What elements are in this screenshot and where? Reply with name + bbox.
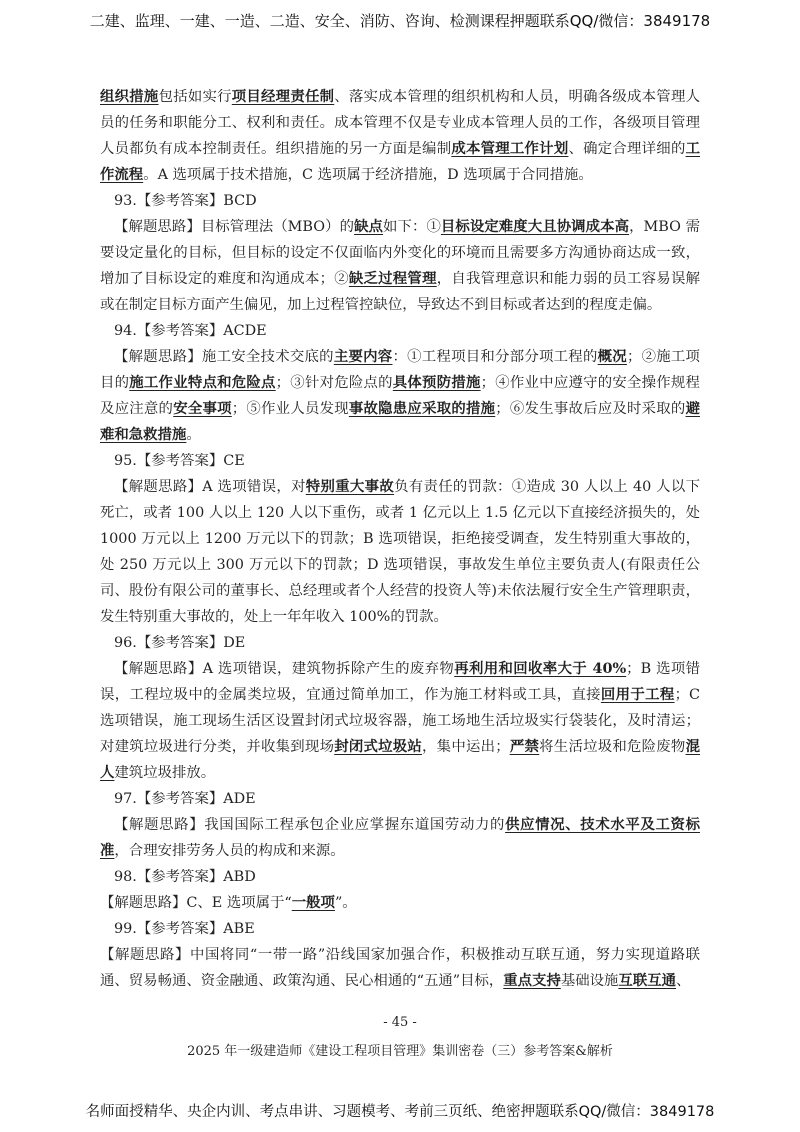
text: ；⑥发生事故后应及时采取的 <box>495 401 686 417</box>
text: ；④作业中应遵守的安全操作规程及应注意的 <box>100 375 700 417</box>
keyword: 事故隐患应采取的措施 <box>348 400 496 417</box>
footer-title: 2025 年一级建造师《建设工程项目管理》集训密卷（三）参考答案&解析 <box>187 1044 613 1059</box>
text: 、落实成本管理的组织机构和人员，明确各级成本管理人员的任务和职能分工、权利和责任。成本管理不仅是专业成本管理人员的工作，各级项目管理人员都负有成本控制责任。组织措施的另一方面是编制 <box>100 89 700 157</box>
text: ；②施工项目的 <box>100 349 700 391</box>
text: 基础设施 <box>560 973 619 989</box>
text: 【解题思路】A 选项错误，建筑物拆除产生的废弃物 <box>114 661 455 677</box>
text: ，自我管理意识和能力弱的员工容易误解或在制定目标方面产生偏见，加上过程管控缺位，导致达不到目标或者达到的程度走偏。 <box>100 271 700 313</box>
top-banner: 二建、监理、一建、一造、二造、安全、消防、咨询、检测课程押题联系QQ/微信：3849178 <box>89 12 711 30</box>
keyword: 工作流程 <box>100 140 700 183</box>
keyword: 互联互通 <box>618 972 676 989</box>
text: ，合理安排劳务人员的构成和来源。 <box>114 843 345 859</box>
explanation-96 <box>100 656 700 786</box>
text: 建筑垃圾排放。 <box>114 765 216 781</box>
page-number: - 45 - <box>383 1015 417 1030</box>
explanation-98 <box>100 890 700 916</box>
explanation-94 <box>100 344 700 448</box>
text: ，集中运出； <box>422 739 510 755</box>
answer-96: 96.【参考答案】DE <box>114 635 246 651</box>
text: 【解题思路】施工安全技术交底的 <box>114 349 334 365</box>
text: 将生活垃圾和危险废物 <box>539 739 686 755</box>
text: 【解题思路】C、E 选项属于“ <box>100 895 292 911</box>
explanation-95 <box>100 474 700 630</box>
text: 。 <box>186 427 201 443</box>
answer-content <box>100 84 700 994</box>
text: ：①工程项目和分部分项工程的 <box>392 349 598 365</box>
text: 如下：① <box>383 219 441 235</box>
keyword: 安全事项 <box>173 400 232 417</box>
keyword: 缺乏过程管理 <box>348 270 437 287</box>
keyword: 缺点 <box>354 218 384 235</box>
keyword: 施工作业特点和危险点 <box>129 374 276 391</box>
bottom-banner: 名师面授精华、央企内训、考点串讲、习题模考、考前三页纸、绝密押题联系QQ/微信：3849178 <box>85 1104 715 1120</box>
keyword: 再利用和回收率大于 40% <box>454 660 627 677</box>
keyword: 混人 <box>100 738 700 781</box>
text: ；⑤作业人员发现 <box>231 401 349 417</box>
keyword: 概况 <box>597 348 627 365</box>
keyword: 重点支持 <box>503 972 561 989</box>
keyword: 成本管理工作计划 <box>451 140 569 157</box>
keyword: 严禁 <box>509 738 540 755</box>
explanation-97 <box>100 812 700 864</box>
text: 【解题思路】我国国际工程承包企业应掌握东道国劳动力的 <box>114 817 506 833</box>
answer-95: 95.【参考答案】CE <box>114 453 245 469</box>
text: 包括如实行 <box>158 89 232 105</box>
text: 负有责任的罚款：①造成 30 人以上 40 人以下死亡，或者 100 人以上 120 人以下重伤，或者 1 亿元以上 1.5 亿元以下直接经济损失的，处 1000 万元以上 1200 万元以下的罚款；B 选项错误，拒绝接受调查，发生特别重大事故的，处 250 万元以上 300 万元以下的罚款；D 选项错误，事故发生单位主要负责人(有限责任公司、股份有限公司的董事长、总经理或者个人经营的投资人等)未依法履行安全生产管理职责，发生特别重大事故的，处上一年年收入 100%的罚款。 <box>100 479 700 625</box>
text: 。A 选项属于技术措施，C 选项属于经济措施，D 选项属于合同措施。 <box>143 167 593 183</box>
keyword: 封闭式垃圾站 <box>334 738 423 755</box>
text: 【解题思路】A 选项错误，对 <box>114 479 306 495</box>
keyword: 组织措施 <box>100 88 159 105</box>
text: 、确定合理详细的 <box>568 141 686 157</box>
keyword: 避难和急救措施 <box>100 400 700 443</box>
keyword: 主要内容 <box>333 348 393 365</box>
text: 【解题思路】目标管理法（MBO）的 <box>114 219 355 235</box>
text: ”。 <box>334 895 357 911</box>
keyword: 特别重大事故 <box>305 478 395 495</box>
text: 、 <box>676 973 691 989</box>
text: ；C 选项错误，施工现场生活区设置封闭式垃圾容器，施工场地生活垃圾实行袋装化，及时清运；对建筑垃圾进行分类，并收集到现场 <box>100 687 700 755</box>
explanation-99 <box>100 942 700 994</box>
keyword: 一般项 <box>291 894 335 911</box>
answer-93: 93.【参考答案】BCD <box>114 193 257 209</box>
text: 【解题思路】中国将同“一带一路”沿线国家加强合作，积极推动互联互通，努力实现道路联通、贸易畅通、资金融通、政策沟通、民心相通的“五通”目标， <box>100 947 700 989</box>
answer-99: 99.【参考答案】ABE <box>114 921 255 937</box>
text: ；B 选项错误，工程垃圾中的金属类垃圾，宜通过简单加工，作为施工材料或工具，直接 <box>100 661 701 703</box>
keyword: 供应情况、技术水平及工资标准 <box>100 816 700 859</box>
answer-97: 97.【参考答案】ADE <box>114 791 256 807</box>
text: ，MBO 需要设定量化的目标，但目标的设定不仅面临内外变化的环境而且需要多方沟通协商达成一致，增加了目标设定的难度和沟通成本；② <box>100 219 700 287</box>
paragraph-q92-tail <box>100 84 700 188</box>
text: ；③针对危险点的 <box>275 375 393 391</box>
keyword: 回用于工程 <box>600 686 675 703</box>
explanation-93 <box>100 214 700 318</box>
answer-98: 98.【参考答案】ABD <box>114 869 256 885</box>
answer-94: 94.【参考答案】ACDE <box>114 323 267 339</box>
keyword: 项目经理责任制 <box>231 88 335 105</box>
keyword: 目标设定难度大且协调成本高 <box>440 218 630 235</box>
keyword: 具体预防措施 <box>392 374 481 391</box>
